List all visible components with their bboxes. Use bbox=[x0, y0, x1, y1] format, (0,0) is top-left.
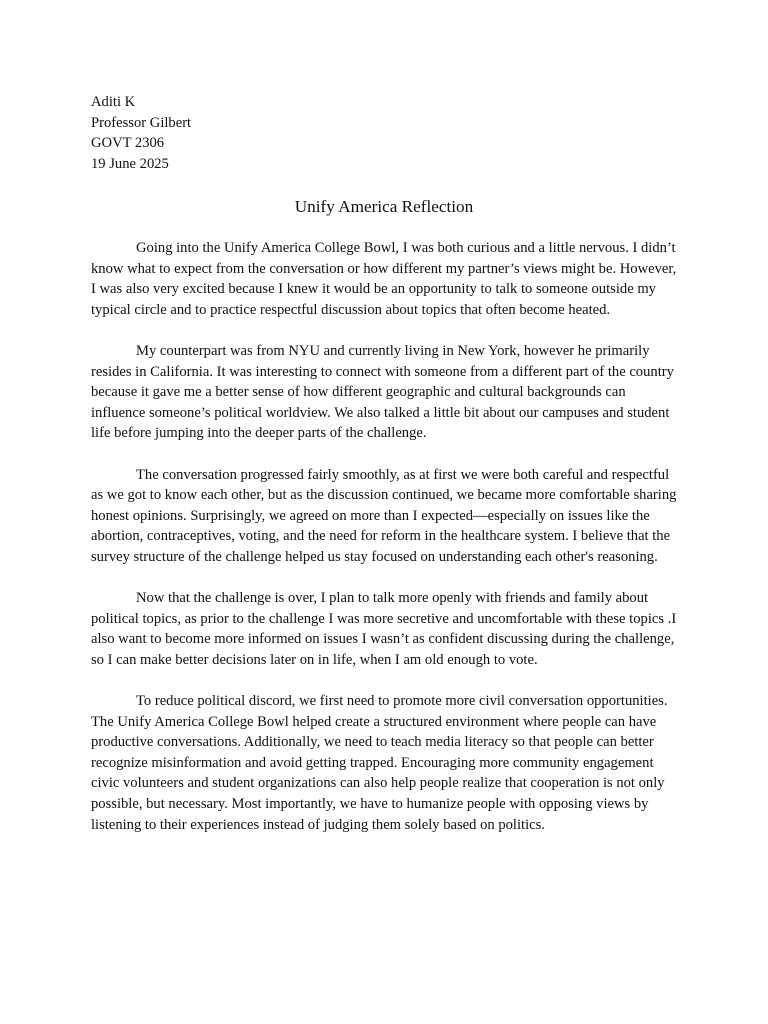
student-name: Aditi K bbox=[91, 94, 136, 110]
document-body bbox=[91, 238, 681, 835]
paragraph-1: Going into the Unify America College Bowl, I was both curious and a little nervous. I didn’t know what to expect from the conversation or how different my partner’s views might be. However, I was also very excited because I knew it would be an opportunity to talk to someone outside my typical circle and to practice respectful discussion about topics that often become heated. bbox=[91, 240, 677, 318]
document-date: 19 June 2025 bbox=[91, 155, 169, 172]
professor-name: Professor Gilbert bbox=[91, 114, 192, 131]
paragraph-4: Now that the challenge is over, I plan to talk more openly with friends and family about political topics, as prior to the challenge I was more secretive and uncomfortable with these topics .I also want to become more informed on issues I wasn’t as confident discussing during the challenge, so I can make better decisions later on in life, when I am old enough to vote. bbox=[91, 590, 677, 668]
paragraph-2: My counterpart was from NYU and currently living in New York, however he primarily resides in California. It was interesting to connect with someone from a different part of the country because it gave me a better sense of how different geographic and cultural backgrounds can influence someone’s political worldview. We also talked a little bit about our campuses and student life before jumping into the deeper parts of the challenge. bbox=[91, 342, 674, 442]
document-title: Unify America Reflection bbox=[294, 197, 474, 216]
course-code: GOVT 2306 bbox=[91, 135, 165, 152]
paragraph-5: To reduce political discord, we first need to promote more civil conversation opportunities. The Unify America College Bowl helped create a structured environment where people can have productive conversations. Additionally, we need to teach media literacy so that people can better recognize misinformation and avoid getting trapped. Encouraging more community engagement civic volunteers and student organizations can also help people realize that cooperation is not only possible, but necessary. Most importantly, we have to humanize people with opposing views by listening to their experiences instead of judging them solely based on politics. bbox=[91, 693, 668, 833]
paragraph-3: The conversation progressed fairly smoothly, as at first we were both careful and respectful as we got to know each other, but as the discussion continued, we became more comfortable sharing honest opinions. Surprisingly, we agreed on more than I expected—especially on issues like the abortion, contraceptives, voting, and the need for reform in the healthcare system. I believe that the survey structure of the challenge helped us stay focused on understanding each other's reasoning. bbox=[91, 466, 677, 565]
document-header bbox=[91, 92, 691, 174]
